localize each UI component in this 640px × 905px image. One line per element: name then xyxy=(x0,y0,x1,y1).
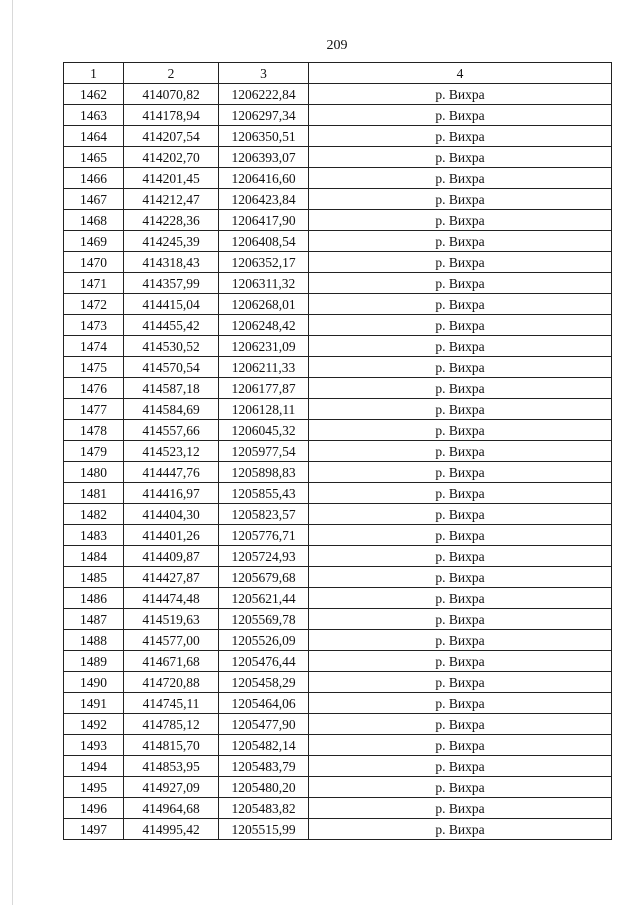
table-row xyxy=(64,294,612,315)
point-number-cell: 1485 xyxy=(64,567,124,588)
y-coordinate-cell: 1206045,32 xyxy=(219,420,309,441)
description-cell: р. Вихра xyxy=(309,714,612,735)
point-number-cell: 1497 xyxy=(64,819,124,840)
y-coordinate-cell: 1205679,68 xyxy=(219,567,309,588)
scan-margin-line xyxy=(12,0,13,905)
x-coordinate-cell: 414207,54 xyxy=(124,126,219,147)
x-coordinate-cell: 414455,42 xyxy=(124,315,219,336)
point-number-cell: 1473 xyxy=(64,315,124,336)
y-coordinate-cell: 1205483,79 xyxy=(219,756,309,777)
x-coordinate-cell: 414853,95 xyxy=(124,756,219,777)
table-row xyxy=(64,231,612,252)
point-number-cell: 1480 xyxy=(64,462,124,483)
table-row xyxy=(64,735,612,756)
point-number-cell: 1462 xyxy=(64,84,124,105)
table-row xyxy=(64,399,612,420)
table-row xyxy=(64,483,612,504)
x-coordinate-cell: 414785,12 xyxy=(124,714,219,735)
description-cell: р. Вихра xyxy=(309,273,612,294)
x-coordinate-cell: 414519,63 xyxy=(124,609,219,630)
y-coordinate-cell: 1205898,83 xyxy=(219,462,309,483)
point-number-cell: 1496 xyxy=(64,798,124,819)
header-col-2: 2 xyxy=(124,63,219,84)
description-cell: р. Вихра xyxy=(309,693,612,714)
y-coordinate-cell: 1205823,57 xyxy=(219,504,309,525)
description-cell: р. Вихра xyxy=(309,546,612,567)
y-coordinate-cell: 1205776,71 xyxy=(219,525,309,546)
point-number-cell: 1484 xyxy=(64,546,124,567)
point-number-cell: 1488 xyxy=(64,630,124,651)
x-coordinate-cell: 414447,76 xyxy=(124,462,219,483)
point-number-cell: 1471 xyxy=(64,273,124,294)
table-row xyxy=(64,672,612,693)
point-number-cell: 1476 xyxy=(64,378,124,399)
description-cell: р. Вихра xyxy=(309,105,612,126)
table-row xyxy=(64,336,612,357)
description-cell: р. Вихра xyxy=(309,777,612,798)
y-coordinate-cell: 1206393,07 xyxy=(219,147,309,168)
x-coordinate-cell: 414557,66 xyxy=(124,420,219,441)
y-coordinate-cell: 1206350,51 xyxy=(219,126,309,147)
point-number-cell: 1482 xyxy=(64,504,124,525)
point-number-cell: 1470 xyxy=(64,252,124,273)
x-coordinate-cell: 414964,68 xyxy=(124,798,219,819)
point-number-cell: 1478 xyxy=(64,420,124,441)
table-row xyxy=(64,441,612,462)
point-number-cell: 1489 xyxy=(64,651,124,672)
table-row xyxy=(64,189,612,210)
table-header xyxy=(64,63,612,84)
y-coordinate-cell: 1205482,14 xyxy=(219,735,309,756)
x-coordinate-cell: 414202,70 xyxy=(124,147,219,168)
point-number-cell: 1479 xyxy=(64,441,124,462)
description-cell: р. Вихра xyxy=(309,588,612,609)
table-row xyxy=(64,756,612,777)
x-coordinate-cell: 414584,69 xyxy=(124,399,219,420)
point-number-cell: 1487 xyxy=(64,609,124,630)
x-coordinate-cell: 414587,18 xyxy=(124,378,219,399)
coordinates-table xyxy=(63,62,612,840)
description-cell: р. Вихра xyxy=(309,630,612,651)
table-row xyxy=(64,462,612,483)
description-cell: р. Вихра xyxy=(309,315,612,336)
y-coordinate-cell: 1205480,20 xyxy=(219,777,309,798)
table-row xyxy=(64,210,612,231)
table-row xyxy=(64,504,612,525)
table-row xyxy=(64,126,612,147)
description-cell: р. Вихра xyxy=(309,798,612,819)
description-cell: р. Вихра xyxy=(309,609,612,630)
description-cell: р. Вихра xyxy=(309,168,612,189)
point-number-cell: 1469 xyxy=(64,231,124,252)
description-cell: р. Вихра xyxy=(309,210,612,231)
description-cell: р. Вихра xyxy=(309,357,612,378)
point-number-cell: 1477 xyxy=(64,399,124,420)
x-coordinate-cell: 414228,36 xyxy=(124,210,219,231)
description-cell: р. Вихра xyxy=(309,84,612,105)
table-row xyxy=(64,567,612,588)
x-coordinate-cell: 414427,87 xyxy=(124,567,219,588)
x-coordinate-cell: 414530,52 xyxy=(124,336,219,357)
table-row xyxy=(64,798,612,819)
header-col-4: 4 xyxy=(309,63,612,84)
point-number-cell: 1481 xyxy=(64,483,124,504)
description-cell: р. Вихра xyxy=(309,441,612,462)
y-coordinate-cell: 1206416,60 xyxy=(219,168,309,189)
table-row xyxy=(64,609,612,630)
point-number-cell: 1472 xyxy=(64,294,124,315)
point-number-cell: 1466 xyxy=(64,168,124,189)
point-number-cell: 1463 xyxy=(64,105,124,126)
description-cell: р. Вихра xyxy=(309,672,612,693)
y-coordinate-cell: 1206352,17 xyxy=(219,252,309,273)
description-cell: р. Вихра xyxy=(309,735,612,756)
y-coordinate-cell: 1206248,42 xyxy=(219,315,309,336)
y-coordinate-cell: 1205477,90 xyxy=(219,714,309,735)
description-cell: р. Вихра xyxy=(309,567,612,588)
point-number-cell: 1474 xyxy=(64,336,124,357)
point-number-cell: 1483 xyxy=(64,525,124,546)
description-cell: р. Вихра xyxy=(309,252,612,273)
y-coordinate-cell: 1205483,82 xyxy=(219,798,309,819)
y-coordinate-cell: 1206408,54 xyxy=(219,231,309,252)
x-coordinate-cell: 414523,12 xyxy=(124,441,219,462)
x-coordinate-cell: 414745,11 xyxy=(124,693,219,714)
x-coordinate-cell: 414318,43 xyxy=(124,252,219,273)
table-row xyxy=(64,819,612,840)
x-coordinate-cell: 414415,04 xyxy=(124,294,219,315)
table-row xyxy=(64,252,612,273)
header-col-3: 3 xyxy=(219,63,309,84)
description-cell: р. Вихра xyxy=(309,756,612,777)
table-row xyxy=(64,714,612,735)
y-coordinate-cell: 1205977,54 xyxy=(219,441,309,462)
y-coordinate-cell: 1205515,99 xyxy=(219,819,309,840)
table-row xyxy=(64,630,612,651)
y-coordinate-cell: 1205476,44 xyxy=(219,651,309,672)
table-body xyxy=(64,84,612,840)
x-coordinate-cell: 414815,70 xyxy=(124,735,219,756)
y-coordinate-cell: 1206311,32 xyxy=(219,273,309,294)
x-coordinate-cell: 414671,68 xyxy=(124,651,219,672)
table-row xyxy=(64,168,612,189)
y-coordinate-cell: 1206297,34 xyxy=(219,105,309,126)
point-number-cell: 1468 xyxy=(64,210,124,231)
y-coordinate-cell: 1206211,33 xyxy=(219,357,309,378)
point-number-cell: 1475 xyxy=(64,357,124,378)
x-coordinate-cell: 414401,26 xyxy=(124,525,219,546)
table-row xyxy=(64,378,612,399)
description-cell: р. Вихра xyxy=(309,336,612,357)
table-row xyxy=(64,420,612,441)
description-cell: р. Вихра xyxy=(309,294,612,315)
point-number-cell: 1486 xyxy=(64,588,124,609)
y-coordinate-cell: 1206177,87 xyxy=(219,378,309,399)
description-cell: р. Вихра xyxy=(309,231,612,252)
x-coordinate-cell: 414416,97 xyxy=(124,483,219,504)
table-row xyxy=(64,357,612,378)
table-row xyxy=(64,588,612,609)
table-row xyxy=(64,273,612,294)
x-coordinate-cell: 414357,99 xyxy=(124,273,219,294)
description-cell: р. Вихра xyxy=(309,126,612,147)
y-coordinate-cell: 1205464,06 xyxy=(219,693,309,714)
y-coordinate-cell: 1205526,09 xyxy=(219,630,309,651)
y-coordinate-cell: 1206417,90 xyxy=(219,210,309,231)
x-coordinate-cell: 414178,94 xyxy=(124,105,219,126)
description-cell: р. Вихра xyxy=(309,378,612,399)
y-coordinate-cell: 1206222,84 xyxy=(219,84,309,105)
y-coordinate-cell: 1205855,43 xyxy=(219,483,309,504)
description-cell: р. Вихра xyxy=(309,651,612,672)
table-row xyxy=(64,147,612,168)
x-coordinate-cell: 414720,88 xyxy=(124,672,219,693)
x-coordinate-cell: 414577,00 xyxy=(124,630,219,651)
x-coordinate-cell: 414995,42 xyxy=(124,819,219,840)
x-coordinate-cell: 414245,39 xyxy=(124,231,219,252)
description-cell: р. Вихра xyxy=(309,147,612,168)
y-coordinate-cell: 1205458,29 xyxy=(219,672,309,693)
description-cell: р. Вихра xyxy=(309,483,612,504)
description-cell: р. Вихра xyxy=(309,525,612,546)
x-coordinate-cell: 414409,87 xyxy=(124,546,219,567)
table-row xyxy=(64,777,612,798)
x-coordinate-cell: 414212,47 xyxy=(124,189,219,210)
description-cell: р. Вихра xyxy=(309,819,612,840)
x-coordinate-cell: 414201,45 xyxy=(124,168,219,189)
point-number-cell: 1491 xyxy=(64,693,124,714)
table-row xyxy=(64,105,612,126)
point-number-cell: 1492 xyxy=(64,714,124,735)
table-row xyxy=(64,651,612,672)
y-coordinate-cell: 1206423,84 xyxy=(219,189,309,210)
y-coordinate-cell: 1206231,09 xyxy=(219,336,309,357)
page-number: 209 xyxy=(326,38,348,53)
y-coordinate-cell: 1205724,93 xyxy=(219,546,309,567)
point-number-cell: 1494 xyxy=(64,756,124,777)
point-number-cell: 1493 xyxy=(64,735,124,756)
y-coordinate-cell: 1205569,78 xyxy=(219,609,309,630)
table-row xyxy=(64,84,612,105)
description-cell: р. Вихра xyxy=(309,399,612,420)
y-coordinate-cell: 1206128,11 xyxy=(219,399,309,420)
x-coordinate-cell: 414570,54 xyxy=(124,357,219,378)
table-row xyxy=(64,693,612,714)
y-coordinate-cell: 1206268,01 xyxy=(219,294,309,315)
x-coordinate-cell: 414404,30 xyxy=(124,504,219,525)
x-coordinate-cell: 414927,09 xyxy=(124,777,219,798)
point-number-cell: 1495 xyxy=(64,777,124,798)
header-row xyxy=(64,63,612,84)
x-coordinate-cell: 414070,82 xyxy=(124,84,219,105)
description-cell: р. Вихра xyxy=(309,462,612,483)
description-cell: р. Вихра xyxy=(309,420,612,441)
point-number-cell: 1490 xyxy=(64,672,124,693)
description-cell: р. Вихра xyxy=(309,504,612,525)
x-coordinate-cell: 414474,48 xyxy=(124,588,219,609)
y-coordinate-cell: 1205621,44 xyxy=(219,588,309,609)
table-row xyxy=(64,525,612,546)
point-number-cell: 1467 xyxy=(64,189,124,210)
description-cell: р. Вихра xyxy=(309,189,612,210)
header-col-1: 1 xyxy=(64,63,124,84)
table-row xyxy=(64,315,612,336)
table-row xyxy=(64,546,612,567)
point-number-cell: 1465 xyxy=(64,147,124,168)
point-number-cell: 1464 xyxy=(64,126,124,147)
